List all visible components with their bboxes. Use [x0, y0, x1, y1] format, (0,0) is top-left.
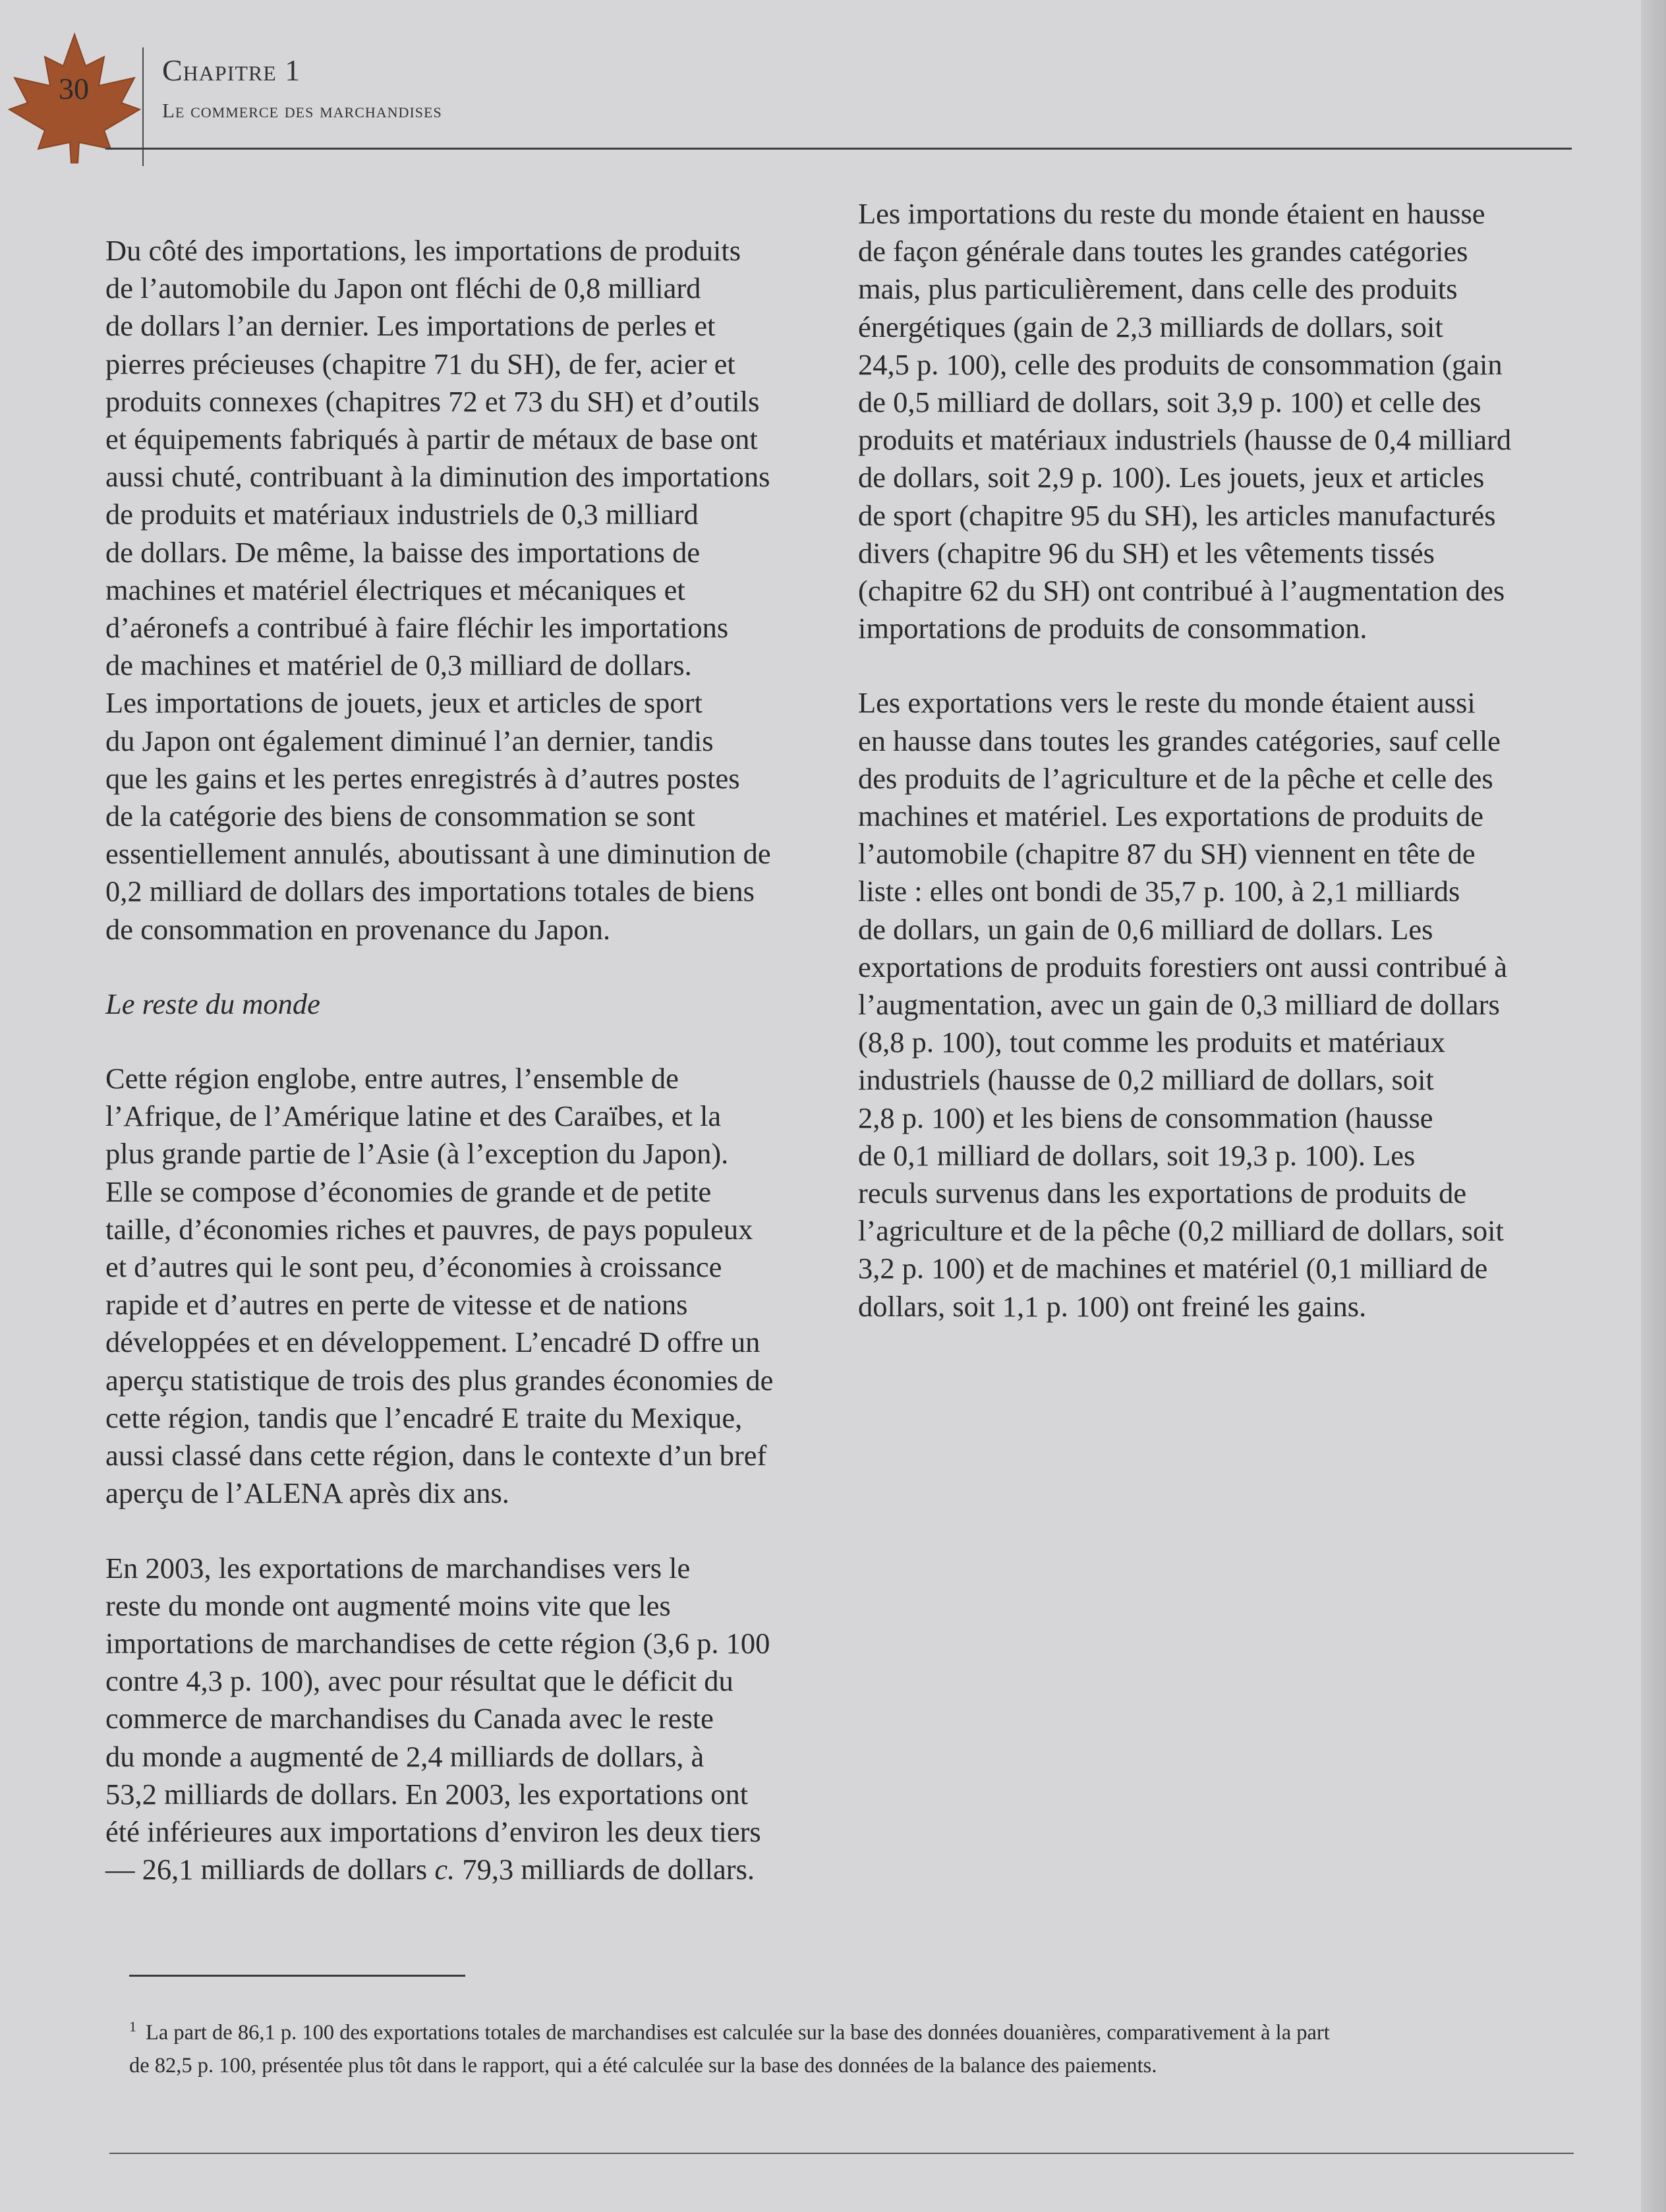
paragraph-region-description: Cette région englobe, entre autres, l’ensemble de l’Afrique, de l’Amérique latine et des Caraïbes, et la plus grande partie de l’Asie (à l’exception du Japon). Elle se compose d’économies de grande et de petite taille, d’économies riches et pauvres, de pays populeux et d’autres qui le sont peu, d’économies à croissance rapide et d’autres en perte de vitesse et de nations développées et en développement. L’encadré D offre un aperçu statistique de trois des plus grandes économies de cette région, tandis que l’encadré E traite du Mexique, aussi classé dans cette région, dans le contexte d’un bref aperçu de l’ALENA après dix ans. — [105, 1062, 774, 1510]
paragraph-trade-deficit-end: 79,3 milliards de dollars. — [455, 1853, 755, 1886]
paragraph-rest-of-world-exports: Les exportations vers le reste du monde étaient aussi en hausse dans toutes les grandes catégories, sauf celle des produits de l’agriculture et de la pêche et celle des machines et matériel. Les exportations de produits de l’automobile (chapitre 87 du SH) viennent en tête de liste : elles ont bondi de 35,7 p. 100, à 2,1 milliards de dollars, un gain de 0,6 milliard de dollars. Les exportations de produits forestiers ont aussi contribué à l’augmentation, avec un gain de 0,3 milliard de dollars (8,8 p. 100), tout comme les produits et matériaux industriels (hausse de 0,2 milliard de dollars, soit 2,8 p. 100) et les biens de consommation (hausse de 0,1 milliard de dollars, soit 19,3 p. 100). Les reculs survenus dans les exportations de produits de l’agriculture et de la pêche (0,2 milliard de dollars, soit 3,2 p. 100) et de machines et matériel (0,1 milliard de dollars, soit 1,1 p. 100) ont freiné les gains. — [858, 686, 1507, 1323]
chapter-title: Le commerce des marchandises — [162, 99, 442, 122]
left-column — [105, 232, 844, 1888]
paragraph-rest-of-world-imports: Les importations du reste du monde étaient en hausse de façon générale dans toutes les grandes catégories mais, plus particulièrement, dans celle des produits énergétiques (gain de 2,3 milliards de dollars, soit 24,5 p. 100), celle des produits de consommation (gain de 0,5 milliard de dollars, soit 3,9 p. 100) et celle des produits et matériaux industriels (hausse de 0,4 milliard de dollars, soit 2,9 p. 100). Les jouets, jeux et articles de sport (chapitre 95 du SH), les articles manufacturés divers (chapitre 96 du SH) et les vêtements tissés (chapitre 62 du SH) ont contribué à l’augmentation des importations de produits de consommation. — [858, 197, 1512, 645]
paragraph-japan-imports: Du côté des importations, les importations de produits de l’automobile du Japon ont fléchi de 0,8 milliard de dollars l’an dernier. Les importations de perles et pierres précieuses (chapitre 71 du SH), de fer, acier et produits connexes (chapitres 72 et 73 du SH) et d’outils et équipements fabriqués à partir de métaux de base ont aussi chuté, contribuant à la diminution des importations de produits et matériaux industriels de 0,3 milliard de dollars. De même, la baisse des importations de machines et matériel électriques et mécaniques et d’aéronefs a contribué à faire fléchir les importations de machines et matériel de 0,3 milliard de dollars. Les importations de jouets, jeux et articles de sport du Japon ont également diminué l’an dernier, tandis que les gains et les pertes enregistrés à d’autres postes de la catégorie des biens de consommation se sont essentiellement annulés, aboutissant à une diminution de 0,2 milliard de dollars des importations totales de biens de consommation en provenance du Japon. — [105, 234, 771, 946]
chapter-label: Chapitre 1 — [162, 53, 301, 87]
section-heading: Le reste du monde — [105, 987, 320, 1020]
header-rule — [105, 148, 1572, 150]
footnote-rule — [129, 1975, 465, 1977]
versus-abbreviation: c. — [434, 1853, 455, 1886]
footnote — [129, 2010, 1572, 2082]
bottom-rule — [109, 2153, 1574, 2154]
right-column — [858, 195, 1583, 1325]
page-edge — [1641, 0, 1666, 2212]
footnote-text: La part de 86,1 p. 100 des exportations totales de marchandises est calculée sur la base des données douanières, comparativement à la part de 82,5 p. 100, présentée plus tôt dans le rapport, qui a été calculée sur la base des données de la balance des paiements. — [129, 2020, 1330, 2078]
page-number: 30 — [59, 72, 89, 105]
footnote-marker: 1 — [129, 2018, 136, 2035]
paragraph-trade-deficit — [105, 1550, 844, 1889]
paragraph-trade-deficit-text: En 2003, les exportations de marchandises vers le reste du monde ont augmenté moins vite que les importations de marchandises de cette région (3,6 p. 100 contre 4,3 p. 100), avec pour résultat que le déficit du commerce de marchandises du Canada avec le reste du monde a augmenté de 2,4 milliards de dollars, à 53,2 milliards de dollars. En 2003, les exportations ont été inférieures aux importations d’environ les deux tiers — 26,1 milliards de dollars — [105, 1551, 770, 1886]
